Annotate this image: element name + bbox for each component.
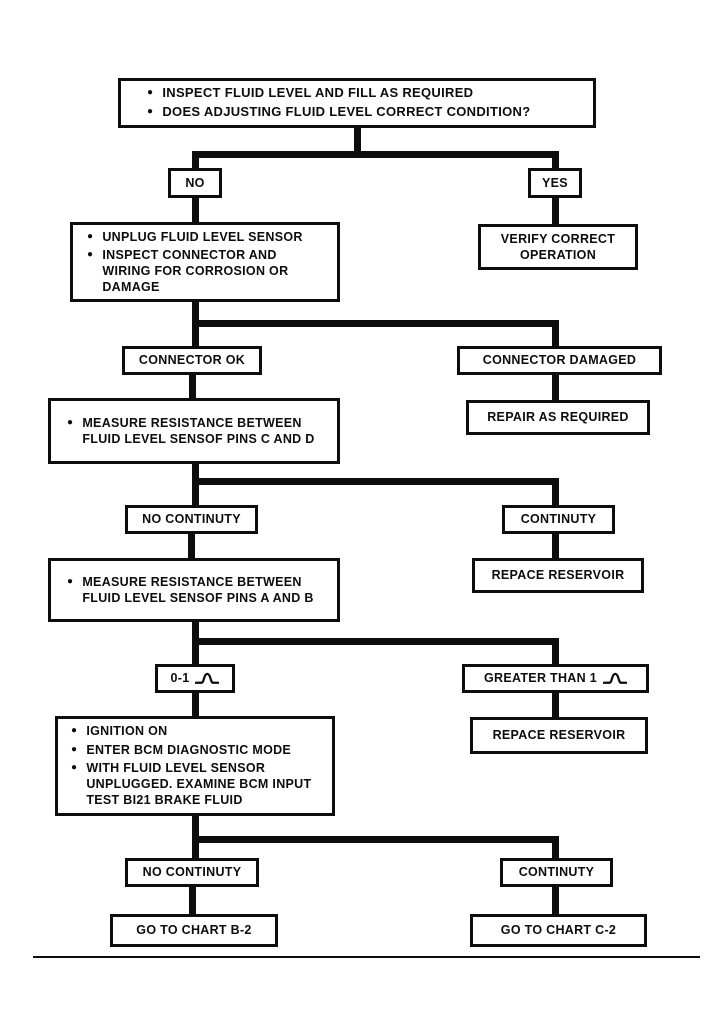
node-text: VERIFY CORRECT OPERATION (500, 231, 616, 262)
bullet-icon: ● (147, 87, 154, 99)
node-no-continuity-1 (125, 505, 258, 534)
connector-line (192, 320, 559, 327)
node-text: CONTINUTY (520, 512, 597, 527)
connector-line (192, 151, 559, 158)
node-text: MEASURE RESISTANCE BETWEEN FLUID LEVEL SENSOF PINS C AND D (82, 415, 315, 446)
node-verify-correct-operation (478, 224, 638, 270)
node-text: DOES ADJUSTING FLUID LEVEL CORRECT CONDITION? (162, 104, 531, 119)
node-measure-resistance-ab (48, 558, 340, 622)
connector-line (192, 478, 559, 485)
node-text: CONTINUTY (518, 865, 595, 880)
connector-line (192, 638, 559, 645)
node-text: GO TO CHART C-2 (500, 923, 617, 938)
node-inspect-fluid-level (118, 78, 596, 128)
node-yes-branch (528, 168, 582, 198)
connector-line (192, 691, 199, 717)
connector-line (552, 478, 559, 506)
connector-line (552, 151, 559, 169)
node-text: ENTER BCM DIAGNOSTIC MODE (86, 742, 292, 757)
ohm-icon (603, 671, 627, 686)
node-text: GO TO CHART B-2 (136, 923, 252, 938)
ohm-icon (195, 671, 219, 686)
page-divider (33, 956, 700, 958)
node-go-to-chart-b2 (110, 914, 278, 947)
connector-line (192, 197, 199, 223)
node-go-to-chart-c2 (470, 914, 647, 947)
node-ignition-bcm-test (55, 716, 335, 816)
connector-line (189, 885, 196, 915)
node-repace-reservoir-2 (470, 717, 648, 754)
connector-line (188, 532, 195, 559)
node-text: INSPECT FLUID LEVEL AND FILL AS REQUIRED (162, 85, 474, 101)
node-text: REPACE RESERVOIR (491, 568, 625, 583)
node-text: UNPLUG FLUID LEVEL SENSOR (102, 229, 303, 244)
connector-line (552, 691, 559, 718)
connector-line (552, 197, 559, 225)
bullet-icon: ● (71, 743, 78, 755)
connector-line (192, 836, 559, 843)
node-text: 0-1 (170, 671, 190, 686)
node-repair-as-required (466, 400, 650, 435)
node-text: NO CONTINUTY (142, 865, 242, 880)
node-connector-ok (122, 346, 262, 375)
bullet-icon: ● (87, 230, 94, 242)
bullet-icon: ● (67, 416, 74, 428)
bullet-icon: ● (67, 575, 74, 587)
node-measure-resistance-cd (48, 398, 340, 464)
node-continuity-1 (502, 505, 615, 534)
connector-line (189, 373, 196, 399)
node-no-branch (168, 168, 222, 198)
node-text: CONNECTOR DAMAGED (482, 353, 637, 368)
node-text: IGNITION ON (86, 724, 168, 739)
node-text: REPACE RESERVOIR (492, 728, 626, 743)
node-no-continuity-2 (125, 858, 259, 887)
node-greater-than-1-ohm (462, 664, 649, 693)
node-connector-damaged (457, 346, 662, 375)
connector-line (552, 320, 559, 347)
node-text: NO (185, 175, 205, 190)
node-text: GREATER THAN 1 (483, 671, 597, 686)
bullet-icon: ● (87, 248, 94, 260)
bullet-icon: ● (71, 725, 78, 737)
node-text: CONNECTOR OK (138, 353, 246, 368)
connector-line (552, 885, 559, 915)
node-continuity-2 (500, 858, 613, 887)
connector-line (552, 638, 559, 665)
connector-line (552, 836, 559, 859)
connector-line (192, 151, 199, 169)
node-text: WITH FLUID LEVEL SENSOR UNPLUGGED. EXAMINE BCM INPUT TEST BI21 BRAKE FLUID (86, 760, 312, 808)
bullet-icon: ● (71, 761, 78, 773)
connector-line (552, 373, 559, 401)
connector-line (552, 532, 559, 559)
bullet-icon: ● (147, 106, 154, 117)
node-text: INSPECT CONNECTOR AND WIRING FOR CORROSION OR DAMAGE (102, 247, 289, 295)
node-text: MEASURE RESISTANCE BETWEEN FLUID LEVEL SENSOF PINS A AND B (82, 574, 314, 605)
node-unplug-sensor (70, 222, 340, 302)
node-repace-reservoir-1 (472, 558, 644, 593)
node-0-1-ohm (155, 664, 235, 693)
node-text: YES (542, 175, 568, 190)
node-text: NO CONTINUTY (142, 512, 241, 527)
node-text: REPAIR AS REQUIRED (487, 410, 629, 425)
